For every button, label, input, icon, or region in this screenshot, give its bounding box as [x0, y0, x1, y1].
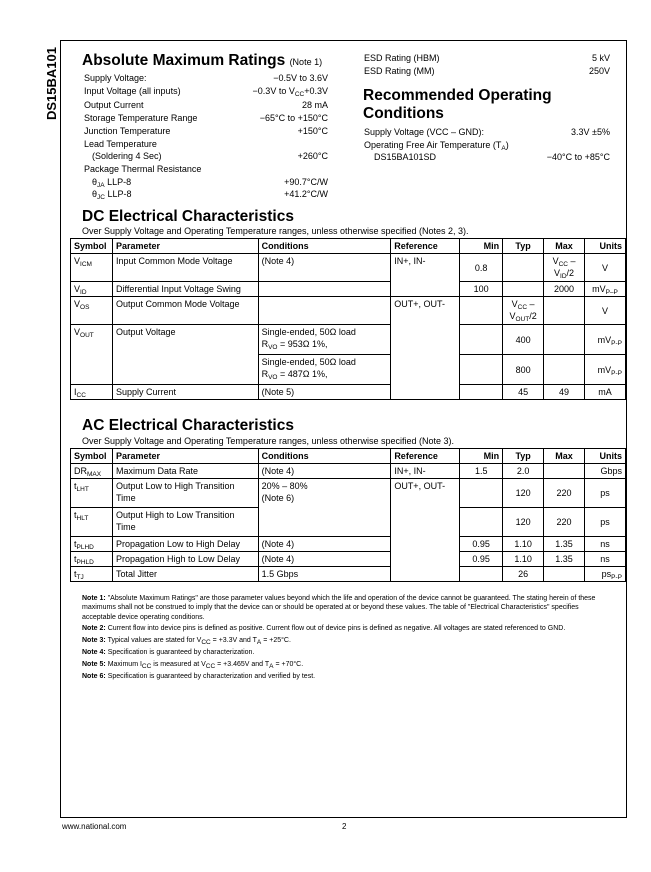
lead-temp-sub: (Soldering 4 Sec) [92, 151, 162, 161]
lead-temp-label: Lead Temperature [84, 139, 157, 149]
cell-max: 2000 [544, 282, 585, 297]
cell-units: $mV_{P-P}$ [585, 282, 626, 297]
cell-parameter: Input Common Mode Voltage [112, 254, 258, 282]
footnote [82, 624, 614, 633]
cell-min: 100 [460, 282, 503, 297]
cell-reference: OUT+, OUT- [391, 479, 460, 582]
abs-max-label: Junction Temperature [84, 126, 171, 136]
col-header: Min [460, 449, 503, 464]
footnote-text: Typical values are stated for $V_{CC} = +3.3V$ and $T_A = +25^\circ C$. [107, 637, 291, 647]
theta-ja-value: +90.7°C/W [284, 177, 328, 187]
cell-conditions: (Note 4) [258, 552, 391, 567]
side-part-number: DS15BA101 [44, 47, 59, 120]
cell-min [460, 297, 503, 325]
cell-symbol: $t_{TJ}$ [71, 567, 113, 582]
col-header: Typ [503, 239, 544, 254]
footnote-text: Current flow into device pins is defined as positive. Current flow out of device pins is defined as negative. All voltages are stated referenced to GND. [107, 625, 566, 633]
cell-min [460, 508, 503, 537]
cell-min [460, 479, 503, 508]
cell-conditions [258, 282, 391, 297]
footnote-text: Specification is guaranteed by characterization. [107, 648, 255, 656]
rec-part-value: −40°C to +85°C [546, 152, 610, 162]
cell-parameter: Output Voltage [112, 325, 258, 385]
cell-min: 0.95 [460, 537, 503, 552]
cell-units: $mV_{P-P}$ [585, 325, 626, 355]
footnote-label: Note 6: [82, 672, 106, 680]
table-row [71, 567, 626, 582]
cell-units: ns [585, 552, 626, 567]
abs-max-heading [82, 51, 322, 72]
footer-website[interactable]: www.national.com [62, 822, 127, 831]
cell-symbol: $t_{PLHD}$ [71, 537, 113, 552]
cell-parameter: Supply Current [112, 385, 258, 400]
table-row [71, 479, 626, 508]
rec-op-title-2: Conditions [363, 105, 444, 122]
cell-conditions: (Note 4) [258, 464, 391, 479]
cell-min: 0.8 [460, 254, 503, 282]
footnote-text: "Absolute Maximum Ratings" are those parameter values beyond which the life and operation of the device cannot be guaranteed. The stating herein of these maximums shall not be construed to imply that the device can or should be operated at or beyond these values. The table of "Electrical Characteristics" specifies acceptable device operating conditions. [82, 595, 596, 621]
cell-units: $mV_{P-P}$ [585, 355, 626, 385]
col-header: Max [544, 449, 585, 464]
col-header: Min [460, 239, 503, 254]
col-header: Units [585, 239, 626, 254]
cell-min [460, 355, 503, 385]
cell-symbol: $t_{PHLD}$ [71, 552, 113, 567]
table-row [71, 254, 626, 282]
footnote [82, 648, 614, 657]
cell-max [544, 355, 585, 385]
rec-op-title-1: Recommended Operating [363, 87, 552, 104]
cell-conditions: Single-ended, 50Ω load $R_{VO} = 953\Omega$ 1%, [258, 325, 391, 355]
col-header: Typ [503, 449, 544, 464]
abs-max-value: −0.5V to 3.6V [273, 73, 328, 83]
cell-parameter: Propagation High to Low Delay [112, 552, 258, 567]
table-row [71, 537, 626, 552]
cell-parameter: Propagation Low to High Delay [112, 537, 258, 552]
footnote-text: Maximum $I_{CC}$ is measured at $V_{CC} = +3.465V$ and $T_A = +70^\circ C$. [107, 660, 304, 670]
footnote [82, 660, 614, 669]
cell-units: mA [585, 385, 626, 400]
cell-max: 49 [544, 385, 585, 400]
rec-supply-value: 3.3V ±5% [571, 127, 610, 137]
cell-min [460, 385, 503, 400]
abs-max-value: −65°C to +150°C [259, 113, 328, 123]
footnote-text: Specification is guaranteed by characterization and verified by test. [107, 672, 316, 680]
cell-max: 1.35 [544, 552, 585, 567]
dc-subtitle: Over Supply Voltage and Operating Temperature ranges, unless otherwise specified (Notes 2, 3). [82, 226, 469, 236]
esd-value: 250V [588, 66, 610, 76]
abs-max-note-ref: (Note 1) [289, 57, 323, 67]
cell-typ: 2.0 [503, 464, 544, 479]
cell-max: 220 [544, 508, 585, 537]
ac-subtitle: Over Supply Voltage and Operating Temperature ranges, unless otherwise specified (Note 3). [82, 436, 455, 446]
dc-title: DC Electrical Characteristics [82, 208, 294, 225]
footnote [82, 636, 614, 645]
rec-part-label: DS15BA101SD [374, 152, 437, 162]
col-header: Units [585, 449, 626, 464]
cell-min: 1.5 [460, 464, 503, 479]
thermal-label: Package Thermal Resistance [84, 164, 202, 174]
cell-typ: 120 [503, 508, 544, 537]
footnote-label: Note 5: [82, 660, 106, 668]
cell-min [460, 325, 503, 355]
cell-parameter: Differential Input Voltage Swing [112, 282, 258, 297]
cell-conditions: 1.5 Gbps [258, 567, 391, 582]
col-header: Reference [391, 239, 460, 254]
col-header: Symbol [71, 449, 113, 464]
table-row [71, 297, 626, 325]
col-header: Conditions [258, 449, 391, 464]
cell-parameter: Output Low to High Transition Time [112, 479, 258, 508]
col-header: Max [544, 239, 585, 254]
cell-units: V [585, 254, 626, 282]
esd-label: ESD Rating (MM) [364, 66, 435, 76]
abs-max-value: 28 mA [301, 100, 328, 110]
cell-units: ns [585, 537, 626, 552]
table-row [71, 325, 626, 355]
cell-units: ps [585, 508, 626, 537]
col-header: Reference [391, 449, 460, 464]
cell-typ: 1.10 [503, 552, 544, 567]
abs-max-label: Supply Voltage: [84, 73, 147, 83]
footnote [82, 672, 614, 681]
cell-max [544, 297, 585, 325]
cell-symbol: $V_{OS}$ [71, 297, 113, 325]
cell-typ: 26 [503, 567, 544, 582]
abs-max-value: +150°C [297, 126, 328, 136]
cell-units: ps [585, 479, 626, 508]
cell-typ: 120 [503, 479, 544, 508]
col-header: Parameter [112, 449, 258, 464]
cell-symbol: $t_{LHT}$ [71, 479, 113, 508]
cell-symbol: $V_{ICM}$ [71, 254, 113, 282]
esd-value: 5 kV [591, 53, 610, 63]
cell-symbol: $I_{CC}$ [71, 385, 113, 400]
theta-jc-value: +41.2°C/W [284, 189, 328, 199]
table-header-row [71, 449, 626, 464]
cell-units: V [585, 297, 626, 325]
cell-max: 1.35 [544, 537, 585, 552]
cell-typ: 45 [503, 385, 544, 400]
cell-max [544, 325, 585, 355]
footnote-label: Note 3: [82, 637, 106, 645]
cell-parameter: Maximum Data Rate [112, 464, 258, 479]
ac-table [70, 448, 626, 582]
abs-max-label: Output Current [84, 100, 144, 110]
cell-parameter: Total Jitter [112, 567, 258, 582]
col-header: Parameter [112, 239, 258, 254]
footnotes [82, 594, 614, 683]
abs-max-title: Absolute Maximum Ratings [82, 52, 286, 69]
dc-table [70, 238, 626, 400]
cell-conditions: 20% – 80% (Note 6) [258, 479, 391, 537]
cell-typ: $V_{CC}$ – $V_{OUT}/2$ [503, 297, 544, 325]
cell-reference: IN+, IN- [391, 254, 460, 297]
rec-temp-label: Operating Free Air Temperature $(T_A)$ [364, 140, 509, 152]
cell-reference: IN+, IN- [391, 464, 460, 479]
abs-max-value: −0.3V to $V_{CC}+0.3V$ [252, 86, 328, 98]
footnote-label: Note 4: [82, 648, 106, 656]
cell-conditions: (Note 4) [258, 537, 391, 552]
cell-typ: 1.10 [503, 537, 544, 552]
col-header: Conditions [258, 239, 391, 254]
theta-ja-label: $\theta_{JA}$ LLP-8 [92, 177, 132, 189]
cell-reference: OUT+, OUT- [391, 297, 460, 400]
cell-typ: 400 [503, 325, 544, 355]
cell-conditions: (Note 5) [258, 385, 391, 400]
cell-parameter: Output Common Mode Voltage [112, 297, 258, 325]
table-row [71, 552, 626, 567]
cell-max [544, 464, 585, 479]
footer-page-number: 2 [342, 822, 347, 831]
abs-max-label: Input Voltage (all inputs) [84, 86, 181, 96]
cell-conditions: (Note 4) [258, 254, 391, 282]
cell-parameter: Output High to Low Transition Time [112, 508, 258, 537]
cell-units: $ps_{P-P}$ [585, 567, 626, 582]
cell-max: $V_{CC}$ – $V_{ID}/2$ [544, 254, 585, 282]
cell-units: Gbps [585, 464, 626, 479]
footnote [82, 594, 614, 622]
cell-symbol: $V_{OUT}$ [71, 325, 113, 385]
table-row [71, 385, 626, 400]
cell-min: 0.95 [460, 552, 503, 567]
abs-max-label: Storage Temperature Range [84, 113, 198, 123]
footnote-label: Note 1: [82, 595, 106, 602]
table-row [71, 282, 626, 297]
cell-min [460, 567, 503, 582]
esd-label: ESD Rating (HBM) [364, 53, 440, 63]
cell-conditions [258, 297, 391, 325]
col-header: Symbol [71, 239, 113, 254]
cell-symbol: $t_{HLT}$ [71, 508, 113, 537]
cell-max: 220 [544, 479, 585, 508]
table-row [71, 464, 626, 479]
footnote-label: Note 2: [82, 625, 106, 633]
cell-symbol: $V_{ID}$ [71, 282, 113, 297]
ac-title: AC Electrical Characteristics [82, 417, 294, 434]
cell-typ: 800 [503, 355, 544, 385]
cell-max [544, 567, 585, 582]
cell-typ [503, 254, 544, 282]
lead-temp-value: +260°C [297, 151, 328, 161]
table-header-row [71, 239, 626, 254]
cell-symbol: $DR_{MAX}$ [71, 464, 113, 479]
theta-jc-label: $\theta_{JC}$ LLP-8 [92, 189, 132, 201]
rec-supply-label: Supply Voltage (VCC – GND): [364, 127, 485, 137]
cell-typ [503, 282, 544, 297]
cell-conditions: Single-ended, 50Ω load $R_{VO} = 487\Omega$ 1%, [258, 355, 391, 385]
